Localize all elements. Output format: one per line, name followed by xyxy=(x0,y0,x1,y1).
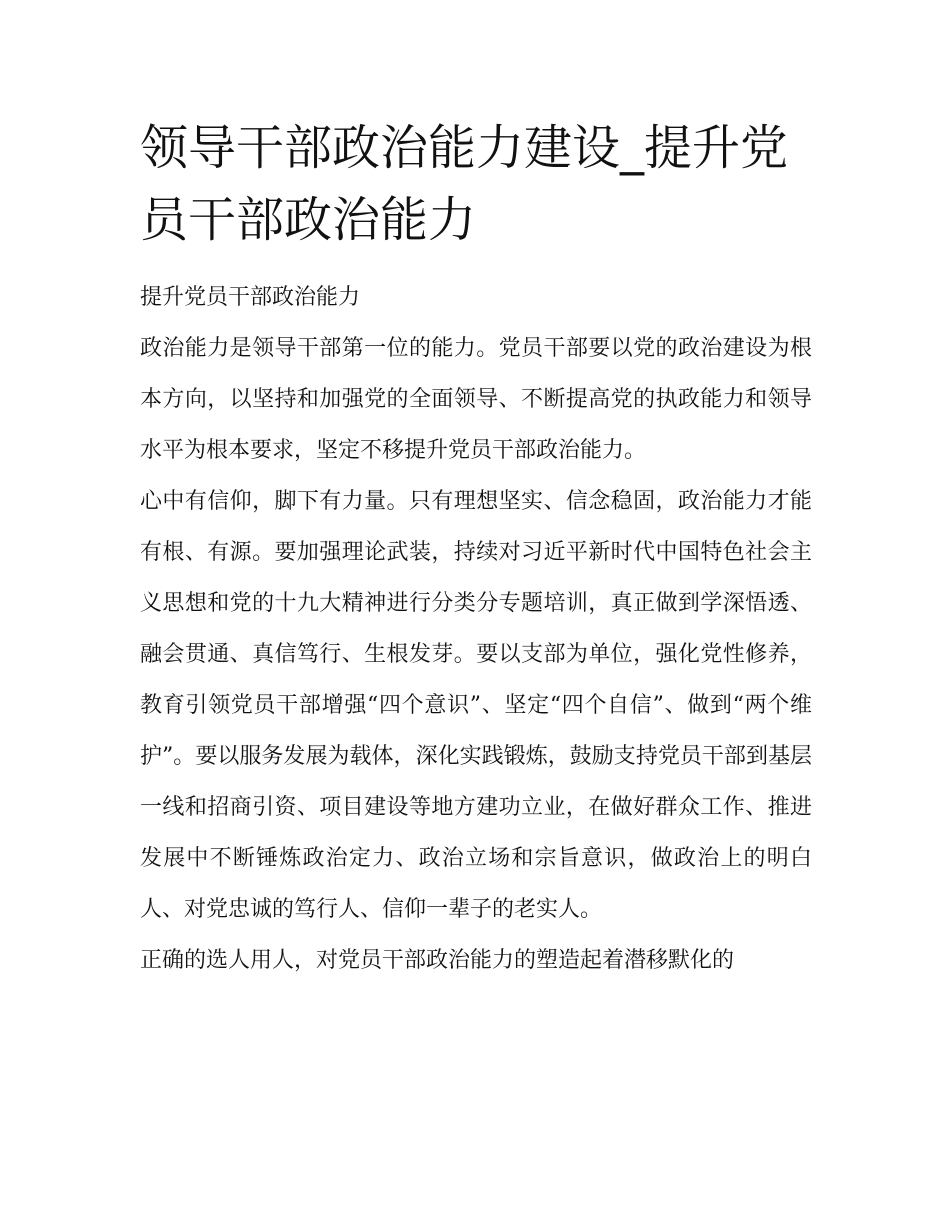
document-content xyxy=(140,112,812,986)
paragraph: 正确的选人用人，对党员干部政治能力的塑造起着潜移默化的 xyxy=(140,948,735,973)
document-subtitle: 提升党员干部政治能力 xyxy=(140,285,361,310)
document-title: 领导干部政治能力建设_提升党员干部政治能力 xyxy=(140,120,789,248)
paragraph: 政治能力是领导干部第一位的能力。党员干部要以党的政治建设为根本方向，以坚持和加强党的全面领导、不断提高党的执政能力和领导水平为根本要求，坚定不移提升党员干部政治能力。 xyxy=(140,336,812,463)
paragraph: 心中有信仰，脚下有力量。只有理想坚实、信念稳固，政治能力才能有根、有源。要加强理论武装，持续对习近平新时代中国特色社会主义思想和党的十九大精神进行分类分专题培训，真正做到学深悟透、融会贯通、真信笃行、生根发芽。要以支部为单位，强化党性修养，教育引领党员干部增强“四个意识”、坚定“四个自信”、做到“两个维护”。要以服务发展为载体，深化实践锻炼，鼓励支持党员干部到基层一线和招商引资、项目建设等地方建功立业，在做好群众工作、推进发展中不断锤炼政治定力、政治立场和宗旨意识，做政治上的明白人、对党忠诚的笃行人、信仰一辈子的老实人。 xyxy=(140,489,812,922)
